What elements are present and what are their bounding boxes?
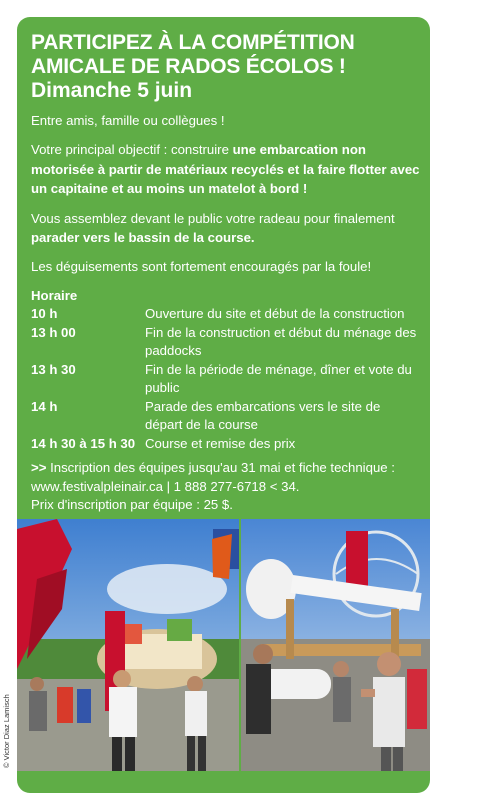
schedule-description: Fin de la période de ménage, dîner et vote du public	[145, 361, 412, 396]
schedule-time: 14 h	[31, 398, 58, 414]
arrows-icon: >>	[31, 460, 47, 476]
schedule-description: Ouverture du site et début de la construction	[145, 306, 405, 322]
assemble-bold: parader vers le bassin de la course.	[31, 230, 255, 246]
intro-text: Entre amis, famille ou collègues !	[31, 113, 225, 128]
event-date: Dimanche 5 juin	[31, 79, 193, 102]
registration-price: Prix d'inscription par équipe : 25 $.	[31, 497, 233, 513]
schedule-row	[31, 361, 426, 398]
headline-line-1: PARTICIPEZ À LA COMPÉTITION	[31, 31, 355, 54]
headline-line-2: AMICALE DE RADOS ÉCOLOS !	[31, 55, 346, 78]
schedule	[31, 287, 426, 454]
objective-lead: Votre principal objectif : construire	[31, 142, 233, 158]
schedule-time: 14 h 30 à 15 h 30	[31, 435, 136, 451]
schedule-row	[31, 435, 426, 454]
card-content	[31, 31, 426, 515]
schedule-row	[31, 305, 426, 324]
registration-line-1	[31, 459, 426, 478]
costumes-text: Les déguisements sont fortement encouragés par la foule!	[31, 259, 372, 275]
schedule-time: 13 h 00	[31, 324, 76, 340]
schedule-row	[31, 324, 426, 361]
registration-link[interactable]: www.festivalpleinair.ca | 1 888 277-6718 < 34.	[31, 478, 300, 494]
photo-strip	[17, 519, 430, 771]
registration-info	[31, 459, 426, 515]
schedule-time: 13 h 30	[31, 361, 76, 377]
schedule-heading: Horaire	[31, 287, 78, 303]
objective-bold: une embarcation non motorisée à partir de matériaux recyclés et la faire flotter avec un capitaine et au moins un matelot à bord !	[31, 142, 420, 197]
parade-photo	[17, 519, 239, 771]
schedule-description: Parade des embarcations vers le site de départ de la course	[145, 398, 381, 433]
schedule-description: Course et remise des prix	[145, 435, 296, 451]
schedule-row	[31, 398, 426, 435]
registration-text: Inscription des équipes jusqu'au 31 mai et fiche technique :	[46, 460, 395, 476]
schedule-time: 10 h	[31, 306, 58, 322]
assemble-lead: Vous assemblez devant le public votre radeau pour finalement	[31, 210, 395, 226]
objective-text	[31, 140, 426, 198]
photo-credit: © Victor Diaz Lamisch	[2, 694, 11, 768]
event-card	[17, 17, 430, 793]
assemble-text	[31, 209, 426, 248]
schedule-description: Fin de la construction et début du ménage des paddocks	[145, 324, 417, 359]
raft-photo	[241, 519, 430, 771]
